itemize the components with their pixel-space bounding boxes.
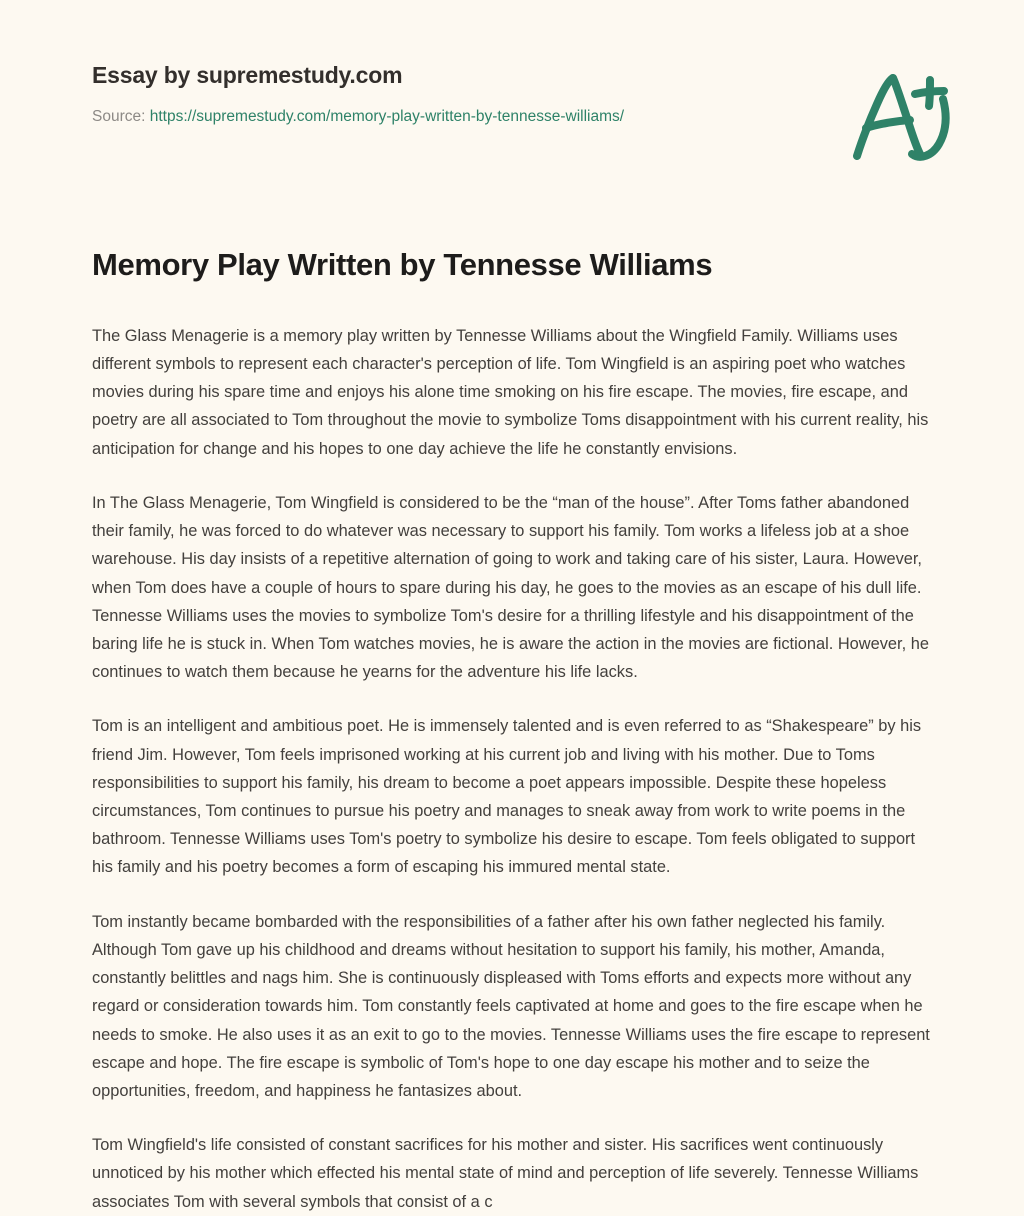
article-paragraph: Tom Wingfield's life consisted of constant sacrifices for his mother and sister. His sacrifices went continuously unnoticed by his mother which effected his mental state of mind and perception of life severely. Tennesse Williams associates Tom with several symbols that consist of a c (92, 1136, 919, 1211)
article-paragraph: Tom is an intelligent and ambitious poet. He is immensely talented and is even referred to as “Shakespeare” by his friend Jim. However, Tom feels imprisoned working at his current job and living with his mother. Due to Toms responsibilities to support his family, his dream to become a poet appears impossible. Despite these hopeless circumstances, Tom continues to pursue his poetry and manages to sneak away from work to write poems in the bathroom. Tennesse Williams uses Tom's poetry to symbolize his desire to escape. Tom feels obligated to support his family and his poetry becomes a form of escaping his immured mental state. (92, 717, 922, 877)
article (0, 190, 1024, 1216)
article-body (92, 322, 934, 1216)
article-paragraph: Tom instantly became bombarded with the responsibilities of a father after his own father neglected his family. Although Tom gave up his childhood and dreams without hesitation to support his family, his mother, Amanda, constantly belittles and nags him. She is continuously displeased with Toms efforts and expects more without any regard or consideration towards him. Tom constantly feels captivated at home and goes to the fire escape when he needs to smoke. He also uses it as an exit to go to the movies. Tennesse Williams uses the fire escape to represent escape and hope. The fire escape is symbolic of Tom's hope to one day escape his mother and to seize the opportunities, freedom, and happiness he fantasizes about. (92, 912, 930, 1100)
source-label: Source: (92, 107, 146, 125)
article-paragraph: The Glass Menagerie is a memory play written by Tennesse Williams about the Wingfield Family. Williams uses different symbols to represent each character's perception of life. Tom Wingfield is an aspiring poet who watches movies during his spare time and enjoys his alone time smoking on his fire escape. The movies, fire escape, and poetry are all associated to Tom throughout the movie to symbolize Toms disappointment with his current reality, his anticipation for change and his hopes to one day achieve the life he constantly envisions. (92, 326, 929, 458)
source-url-link[interactable]: https://supremestudy.com/memory-play-written-by-tennesse-williams/ (149, 107, 625, 125)
brand-heading: Essay by supremestudy.com (92, 62, 403, 88)
article-paragraph: In The Glass Menagerie, Tom Wingfield is considered to be the “man of the house”. After Toms father abandoned their family, he was forced to do whatever was necessary to support his family. Tom works a lifeless job at a shoe warehouse. His day insists of a repetitive alternation of going to work and taking care of his sister, Laura. However, when Tom does have a couple of hours to spare during his day, he goes to the movies as an escape of his dull life. Tennesse Williams uses the movies to symbolize Tom's desire for a thrilling lifestyle and his disappointment of the baring life he is stuck in. When Tom watches movies, he is aware the action in the movies are fictional. However, he continues to watch them because he yearns for the adventure his life lacks. (92, 493, 929, 682)
a-plus-logo-icon (844, 66, 956, 170)
source-line (92, 107, 932, 127)
page-title: Memory Play Written by Tennesse Williams (92, 247, 713, 282)
site-logo[interactable] (844, 66, 956, 170)
